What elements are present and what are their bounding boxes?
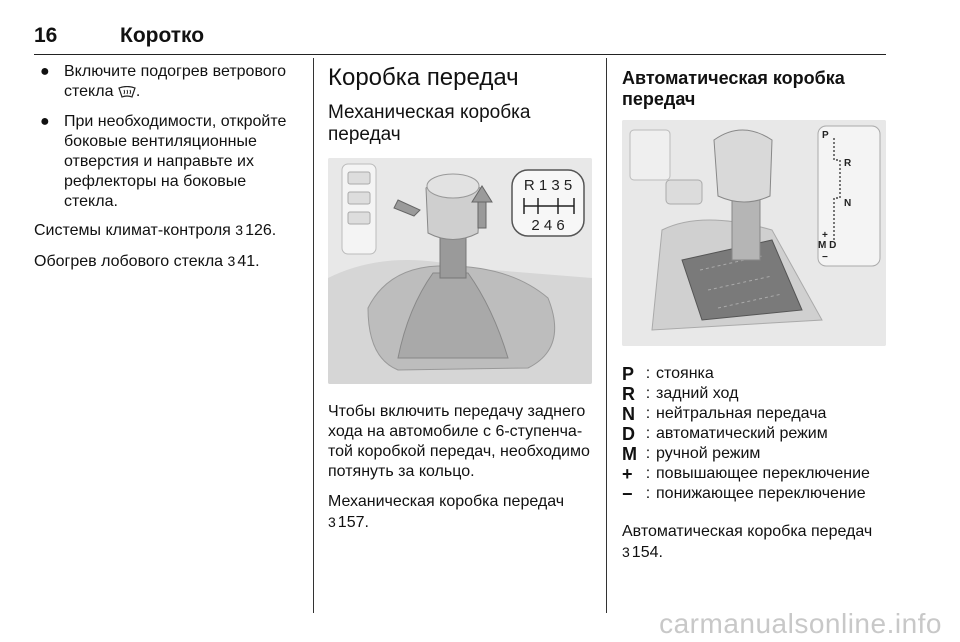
gear-legend: [622, 364, 886, 504]
gate-label-minus: −: [822, 252, 828, 263]
column-divider: [313, 58, 314, 613]
reference-arrow-icon: 3: [328, 514, 336, 530]
shift-pattern-top: R 1 3 5: [523, 177, 573, 194]
legend-row: + : повышающее переключение: [622, 464, 870, 484]
reference-arrow-icon: 3: [235, 222, 244, 238]
legend-row: D : автоматический режим: [622, 424, 828, 444]
cross-reference[interactable]: Обогрев лобового стекла 3 41.: [34, 253, 260, 270]
reference-arrow-icon: 3: [227, 253, 236, 269]
section-heading: Автоматическая коробка передач: [622, 68, 845, 109]
cross-reference[interactable]: Механическая коробка передач 3 157.: [328, 493, 565, 531]
shift-pattern-bottom: 2 4 6: [531, 217, 565, 234]
gate-label-r: R: [844, 158, 852, 169]
legend-row: N : нейтральная передача: [622, 404, 827, 424]
section-heading: Коробка передач: [328, 64, 519, 91]
gate-label-n: N: [844, 198, 852, 209]
body-text: Чтобы включить передачу заднего хода на автомобиле с 6-ступенча-той коробкой передач, необходимо потянуть за кольцо.: [328, 403, 590, 480]
gate-label-md: M D: [818, 240, 837, 251]
automatic-gearbox-illustration: [622, 120, 886, 346]
legend-row: R : задний ход: [622, 384, 739, 404]
page-header: [34, 22, 886, 55]
running-title: Коротко: [120, 24, 205, 47]
list-item: ● Включите подогрев ветрового стекла .: [34, 62, 300, 104]
cross-reference[interactable]: Автоматическая коробка передач 3 154.: [622, 523, 873, 561]
legend-row: − : понижающее переключение: [622, 484, 866, 504]
bullet-icon: ●: [40, 63, 50, 80]
page-number: 16: [34, 24, 58, 47]
bullet-icon: ●: [40, 113, 50, 130]
legend-row: P : стоянка: [622, 364, 714, 384]
column-3: [622, 62, 886, 573]
automatic-gearbox-drawing: [622, 120, 886, 346]
gate-label-p: P: [822, 130, 829, 141]
bullet-text: Включите подогрев ветрового стекла: [64, 63, 287, 100]
watermark: carmanualsonline.info: [659, 608, 942, 639]
legend-row: M : ручной режим: [622, 444, 761, 464]
gate-label-plus: +: [822, 230, 828, 241]
column-1: [34, 62, 300, 282]
cross-reference[interactable]: Системы климат-контроля 3 126.: [34, 222, 277, 239]
column-2: [328, 62, 592, 543]
column-divider: [606, 58, 607, 613]
subsection-heading: Механическая коробка передач: [328, 102, 531, 145]
list-item: [34, 112, 300, 212]
bullet-text: При необходимости, откройте боковые вентиляционные отверстия и направьте их рефлекторы на боковые стекла.: [64, 113, 287, 210]
manual-gearbox-illustration: [328, 158, 592, 384]
reference-arrow-icon: 3: [622, 544, 630, 560]
windshield-heat-icon: [118, 84, 136, 104]
manual-gearbox-drawing: [328, 158, 592, 384]
